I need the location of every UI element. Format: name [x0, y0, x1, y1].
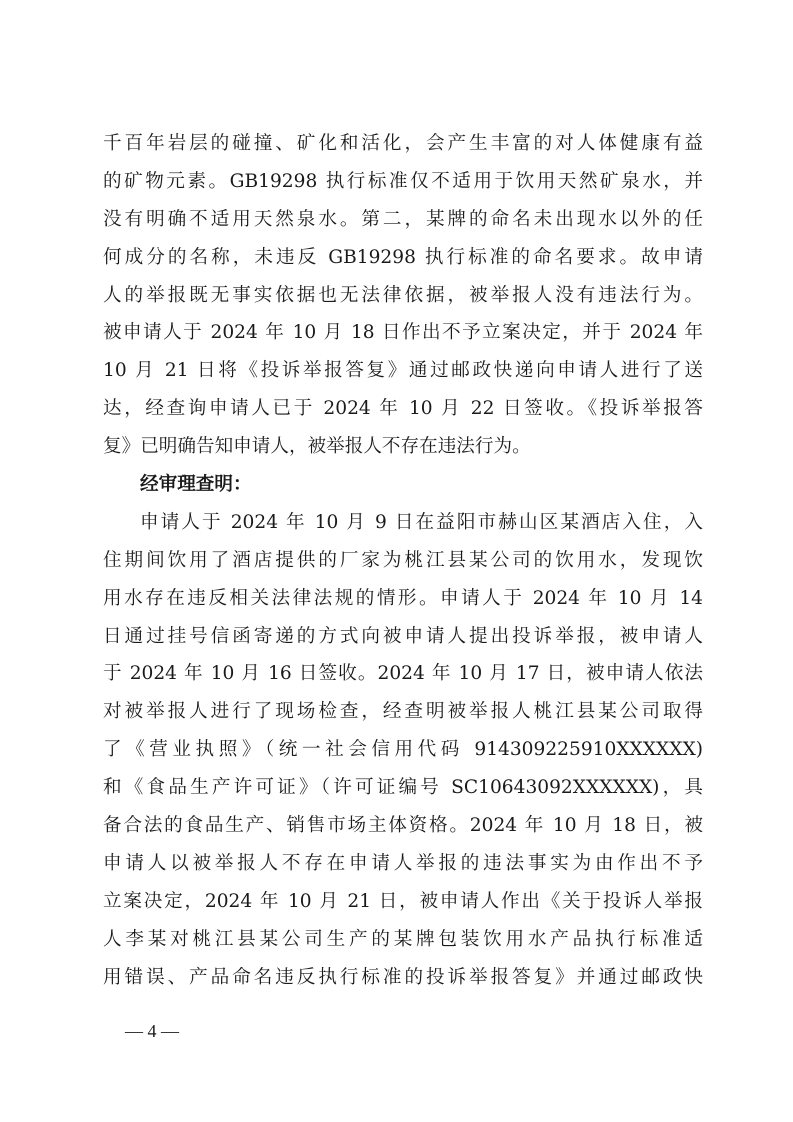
- body-line: 复》已明确告知申请人，被举报人不存在违法行为。: [103, 436, 531, 458]
- body-line: 10 月 21 日将《投诉举报答复》通过邮政快递向申请人进行了送: [103, 360, 703, 382]
- body-line: 的矿物元素。GB19298 执行标准仅不适用于饮用天然矿泉水，并: [103, 170, 703, 192]
- page-number: — 4 —: [125, 1021, 179, 1041]
- body-line: 了《营业执照》（统一社会信用代码 914309225910XXXXXX): [103, 739, 703, 761]
- body-line: 用水存在违反相关法律法规的情形。申请人于 2024 年 10 月 14: [103, 587, 703, 609]
- body-line: 备合法的食品生产、销售市场主体资格。2024 年 10 月 18 日，被: [103, 815, 703, 837]
- document-body: [103, 125, 703, 996]
- body-line: 立案决定，2024 年 10 月 21 日，被申请人作出《关于投诉人举报: [103, 890, 703, 912]
- body-line: 千百年岩层的碰撞、矿化和活化，会产生丰富的对人体健康有益: [103, 133, 703, 154]
- body-line: 人的举报既无事实依据也无法律依据，被举报人没有违法行为。: [103, 284, 703, 306]
- body-line: 住期间饮用了酒店提供的厂家为桃江县某公司的饮用水，发现饮: [103, 549, 703, 571]
- body-line: 日通过挂号信函寄递的方式向被申请人提出投诉举报，被申请人: [103, 625, 703, 647]
- body-line: 申请人以被举报人不存在申请人举报的违法事实为由作出不予: [103, 852, 703, 874]
- body-line: 没有明确不适用天然泉水。第二，某牌的命名未出现水以外的任: [103, 208, 703, 230]
- body-line: 和《食品生产许可证》（许可证编号 SC10643092XXXXXX)，具: [103, 777, 703, 799]
- body-line: 被申请人于 2024 年 10 月 18 日作出不予立案决定，并于 2024 年: [103, 322, 703, 344]
- body-line: 人李某对桃江县某公司生产的某牌包装饮用水产品执行标准适: [103, 928, 703, 950]
- body-line: 申请人于 2024 年 10 月 9 日在益阳市赫山区某酒店入住，入: [140, 511, 703, 533]
- body-line: 达，经查询申请人已于 2024 年 10 月 22 日签收。《投诉举报答: [103, 398, 703, 420]
- section-heading: 经审理查明：: [140, 474, 252, 496]
- body-line: 于 2024 年 10 月 16 日签收。2024 年 10 月 17 日，被申请人依法: [103, 663, 703, 685]
- body-line: 用错误、产品命名违反执行标准的投诉举报答复》并通过邮政快: [103, 966, 703, 988]
- body-line: 对被举报人进行了现场检查，经查明被举报人桃江县某公司取得: [103, 701, 703, 723]
- body-line: 何成分的名称，未违反 GB19298 执行标准的命名要求。故申请: [103, 246, 703, 268]
